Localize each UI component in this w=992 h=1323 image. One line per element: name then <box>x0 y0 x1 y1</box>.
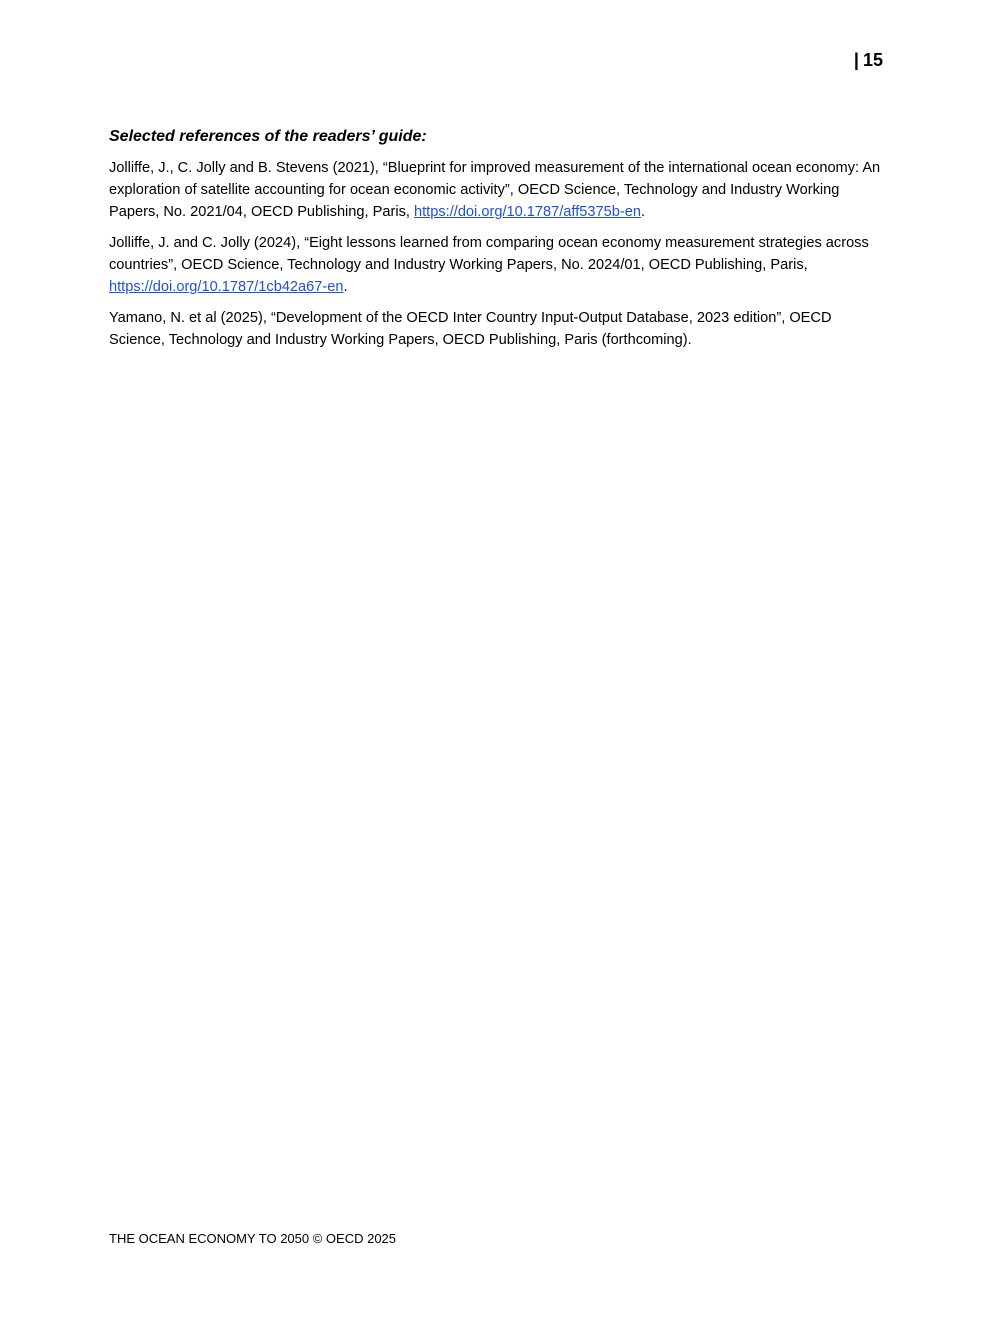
reference-doi-link[interactable]: https://doi.org/10.1787/1cb42a67-en <box>109 279 344 295</box>
reference-tail: . <box>640 204 646 220</box>
references-section <box>109 126 885 360</box>
page-footer: THE OCEAN ECONOMY TO 2050 © OECD 2025 <box>109 1231 397 1246</box>
references-heading: Selected references of the readers’ guide: <box>109 128 427 145</box>
reference-item <box>109 307 885 351</box>
reference-item <box>109 157 885 223</box>
reference-item <box>109 232 885 298</box>
reference-tail: . <box>343 279 348 295</box>
page-number <box>854 48 883 72</box>
reference-doi-link[interactable]: https://doi.org/10.1787/aff5375b-en <box>414 204 641 220</box>
reference-text: Jolliffe, J. and C. Jolly (2024), “Eight lessons learned from comparing ocean economy measurement strategies across countries”, OECD Science, Technology and Industry Working Papers, No. 2024/01, OECD Publishing, Paris, <box>109 235 869 273</box>
reference-text: Jolliffe, J., C. Jolly and B. Stevens (2021), “Blueprint for improved measurement of the international ocean economy: An exploration of satellite accounting for ocean economic activity”, OECD Science, Technology and Industry Working Papers, No. 2021/04, OECD Publishing, Paris, <box>109 160 881 220</box>
page-number-separator: | <box>853 50 859 70</box>
page-number-value: 15 <box>862 50 883 70</box>
reference-text: Yamano, N. et al (2025), “Development of the OECD Inter Country Input-Output Database, 2023 edition”, OECD Science, Technology and Industry Working Papers, OECD Publishing, Paris (forthcoming). <box>109 310 832 348</box>
